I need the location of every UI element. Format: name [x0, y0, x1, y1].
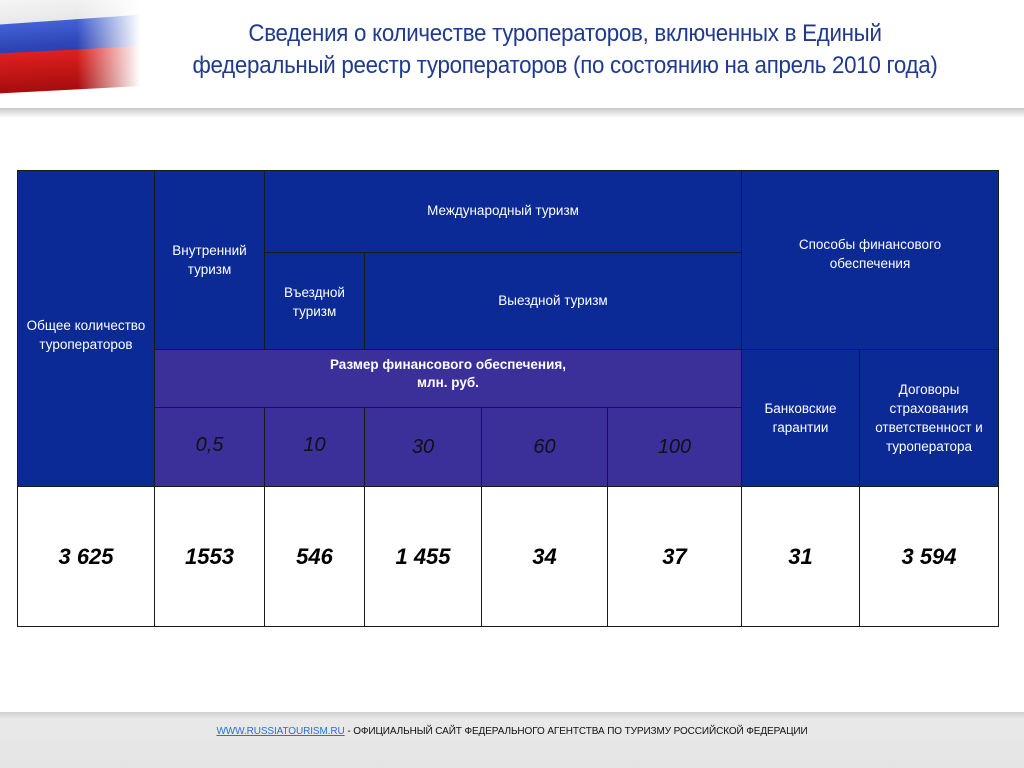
header-outbound-label: Выездной туризм	[498, 292, 608, 308]
value-inbound: 546	[265, 487, 365, 627]
russian-flag-icon	[0, 0, 140, 110]
footer	[0, 726, 1024, 737]
value-bank: 31	[742, 487, 860, 627]
value-outbound-60: 34	[482, 487, 608, 627]
amount-cell	[155, 408, 265, 487]
header-international	[265, 171, 742, 253]
header-financial-methods	[742, 171, 999, 350]
amount-cell	[365, 408, 482, 487]
header-inbound	[265, 253, 365, 350]
page-title-line-2: федеральный реестр туроператоров (по состоянию на апрель 2010 года)	[192, 52, 938, 79]
amount-cell	[482, 408, 608, 487]
amount-value: 100	[657, 435, 692, 458]
header-international-label: Международный туризм	[427, 203, 579, 218]
footer-link[interactable]: WWW.RUSSIATOURISM.RU	[216, 726, 345, 737]
header-bank-guarantees-label: Банковские гарантии	[764, 401, 837, 435]
header-financial-size	[155, 350, 742, 408]
header-financial-size-line-2: млн. руб.	[417, 375, 479, 390]
value-total: 3 625	[18, 487, 155, 627]
page-title	[150, 18, 980, 82]
footer-band	[0, 712, 1024, 768]
header-total-label: Общее количество туроператоров	[26, 317, 146, 352]
header-domestic	[155, 171, 265, 350]
header-financial-size-line-1: Размер финансового обеспечения,	[329, 357, 567, 372]
footer-text: - ОФИЦИАЛЬНЫЙ САЙТ ФЕДЕРАЛЬНОГО АГЕНТСТВА ПО ТУРИЗМУ РОССИЙСКОЙ ФЕДЕРАЦИИ	[344, 726, 808, 737]
amount-value: 60	[533, 435, 556, 458]
header-financial-methods-label: Способы финансового обеспечения	[798, 237, 942, 271]
value-insurance: 3 594	[860, 487, 999, 627]
value-outbound-30: 1 455	[365, 487, 482, 627]
header-bank-guarantees	[742, 350, 860, 487]
header-insurance-label: Договоры страхования ответственност и туроператора	[875, 382, 983, 454]
header-divider	[0, 108, 1024, 118]
amount-value: 0,5	[195, 433, 224, 456]
header-outbound	[365, 253, 742, 350]
amount-cell	[608, 408, 742, 487]
page-title-line-1: Сведения о количестве туроператоров, включенных в Единый	[248, 20, 882, 47]
value-outbound-100: 37	[608, 487, 742, 627]
amount-value: 10	[303, 433, 326, 456]
header-inbound-label: Въездной туризм	[284, 285, 345, 319]
tour-operators-table	[17, 170, 999, 627]
amount-value: 30	[411, 435, 435, 458]
header-domestic-label: Внутренний туризм	[172, 243, 247, 277]
header-insurance	[860, 350, 999, 487]
value-domestic: 1553	[155, 487, 265, 627]
header-total	[18, 171, 155, 487]
amount-cell	[265, 408, 365, 487]
